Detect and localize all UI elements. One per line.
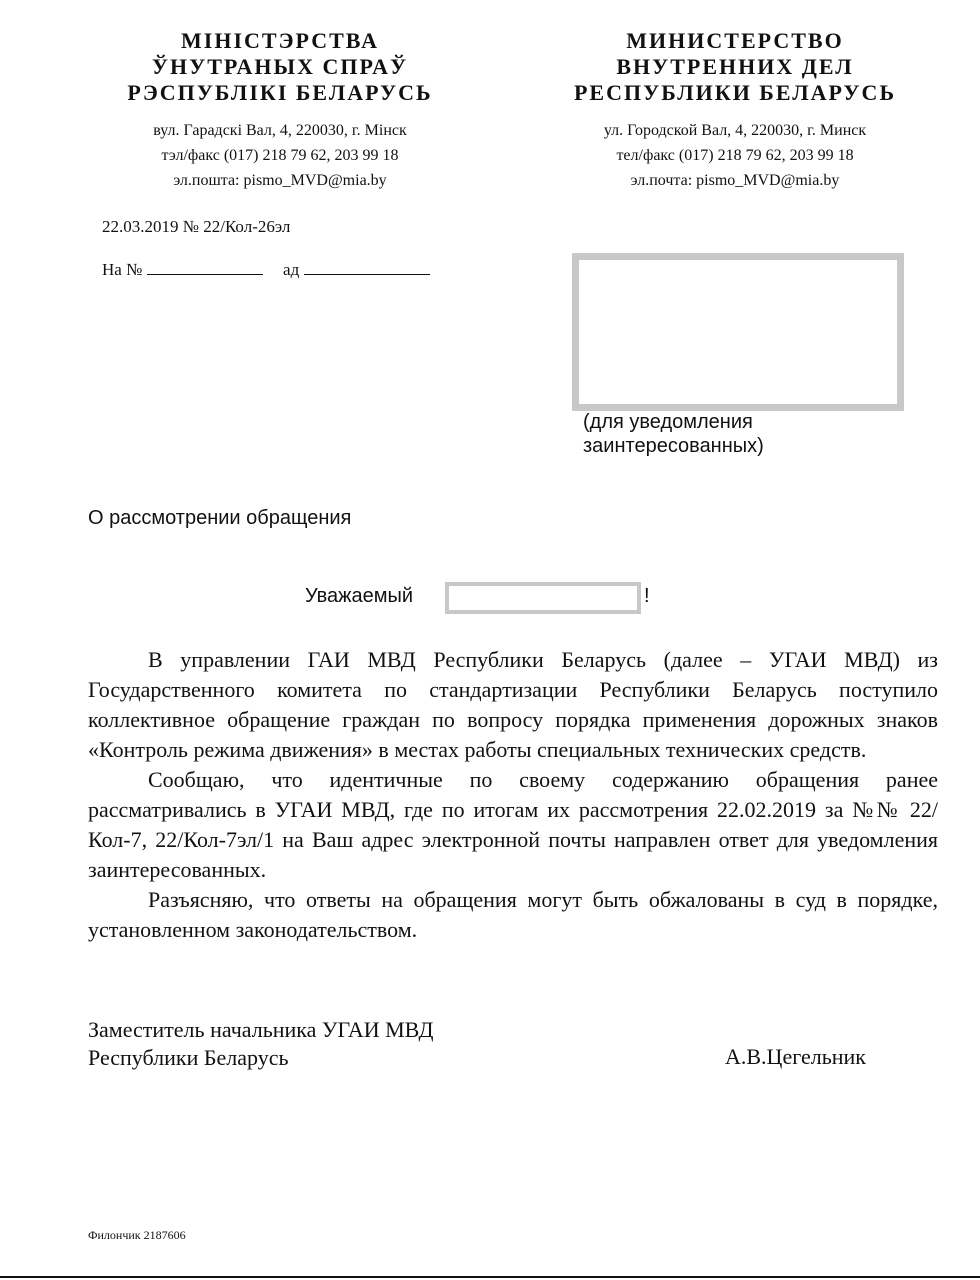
body-paragraph-1: В управлении ГАИ МВД Республики Беларусь (далее – УГАИ МВД) из Государственного комитета по стандартизации Республики Беларусь поступило коллективное обращение граждан по вопросу порядка применения дорожных знаков «Контроль режима движения» в местах работы специальных технических средств.	[88, 647, 938, 762]
body-paragraph-3: Разъясняю, что ответы на обращения могут быть обжалованы в суд в порядке, установленном законодательством.	[88, 887, 938, 942]
header-ru-line-2: ВНУТРЕННИХ ДЕЛ	[616, 54, 854, 79]
signer-position-line-2: Республики Беларусь	[88, 1045, 289, 1070]
header-by-address: вул. Гарадскі Вал, 4, 220030, г. Мінск	[153, 122, 407, 139]
subject-line: О рассмотрении обращения	[88, 507, 352, 529]
redacted-name-box	[445, 582, 641, 614]
body-paragraph-2: Сообщаю, что идентичные по своему содержанию обращения ранее рассматривались в УГАИ МВД, где по итогам их рассмотрения 22.02.2019 за №№ 22/Кол-7, 22/Кол-7эл/1 на Ваш адрес электронной почты направлен ответ для уведомления заинтересованных.	[88, 767, 938, 882]
greeting-exclamation: !	[644, 585, 650, 607]
header-by-line-1: МІНІСТЭРСТВА	[181, 28, 379, 53]
header-by-phone: тэл/факс (017) 218 79 62, 203 99 18	[161, 147, 399, 164]
greeting-text: Уважаемый	[305, 585, 414, 607]
letter-body	[88, 645, 938, 945]
header-ru-address: ул. Городской Вал, 4, 220030, г. Минск	[603, 122, 867, 139]
signer-name: А.В.Цегельник	[725, 1044, 866, 1069]
header-by-line-3: РЭСПУБЛІКІ БЕЛАРУСЬ	[127, 80, 433, 105]
na-blank-line	[147, 256, 263, 275]
header-by-contacts	[80, 118, 480, 193]
redacted-recipient-box	[572, 253, 904, 411]
header-ru-email: эл.почта: pismo_MVD@mia.by	[630, 172, 840, 189]
outgoing-reference: 22.03.2019 № 22/Кол-26эл	[102, 217, 291, 236]
incoming-reference	[102, 256, 430, 280]
header-ru-contacts	[530, 118, 940, 193]
header-ru-title	[530, 28, 940, 106]
na-label: На №	[102, 260, 143, 279]
signer-position-line-1: Заместитель начальника УГАИ МВД	[88, 1017, 434, 1042]
header-ru-phone: тел/факс (017) 218 79 62, 203 99 18	[616, 147, 854, 164]
header-by-title	[80, 28, 480, 106]
ad-label: ад	[283, 260, 300, 279]
recipient-note: (для уведомления заинтересованных)	[583, 411, 764, 457]
executor-note: Филончик 2187606	[88, 1228, 186, 1242]
page-bottom-border	[0, 1276, 980, 1278]
header-ru-line-3: РЕСПУБЛИКИ БЕЛАРУСЬ	[573, 80, 896, 105]
header-by-email: эл.пошта: pismo_MVD@mia.by	[173, 172, 387, 189]
ad-blank-line	[304, 256, 430, 275]
header-ru-line-1: МИНИСТЕРСТВО	[626, 28, 844, 53]
header-by-line-2: ЎНУТРАНЫХ СПРАЎ	[151, 54, 409, 79]
